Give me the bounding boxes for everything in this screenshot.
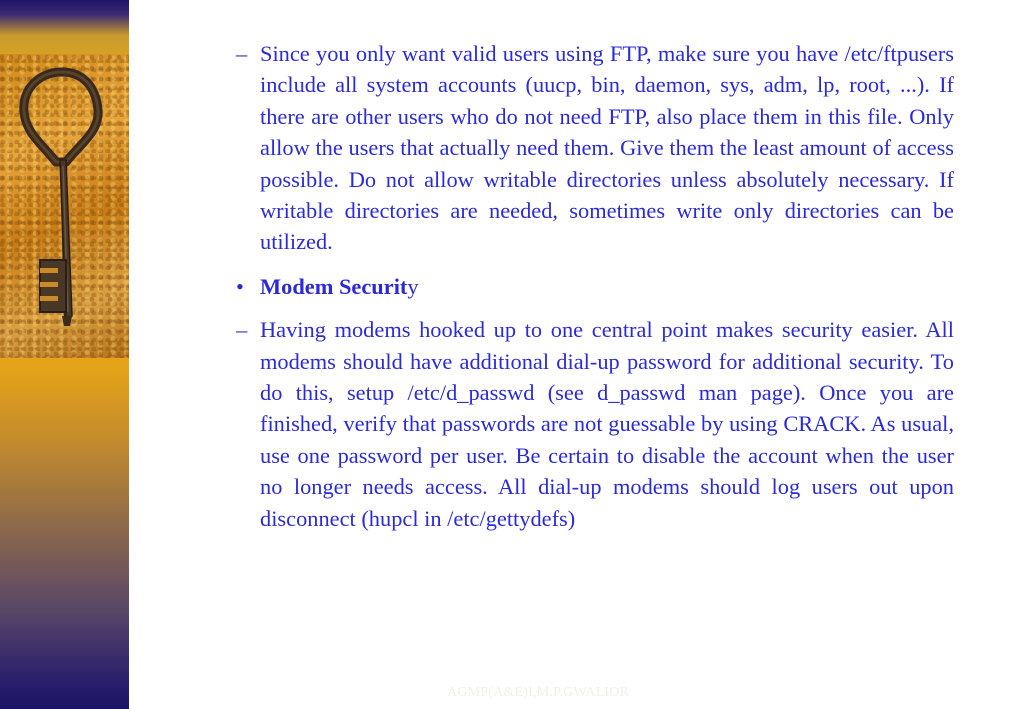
decorative-sidebar (0, 0, 129, 709)
dash-marker: – (236, 41, 248, 66)
key-photo (0, 54, 129, 358)
section-heading-bold: Modem Securit (260, 273, 408, 299)
list-item (236, 314, 954, 534)
list-item (236, 38, 954, 258)
list-item (236, 271, 954, 302)
footer-text: AGMP(A&E)I,M.P.GWALIOR (447, 685, 630, 700)
ftp-paragraph: Since you only want valid users using FTP, make sure you have /etc/ftpusers include all system accounts (uucp, bin, daemon, sys, adm, lp, root, ...). If there are other users who do not need FTP, also place them in this file. Only allow the users that actually need them. Give them the least amount of access possible. Do not allow writable directories unless absolutely necessary. If writable directories are needed, sometimes write only directories can be utilized. (260, 41, 954, 255)
modem-paragraph: Having modems hooked up to one central point makes security easier. All modems should have additional dial-up password for additional security. To do this, setup /etc/d_passwd (see d_passwd man page). Once you are finished, verify that passwords are not guessable by using CRACK. As usual, use one password per user. Be certain to disable the account when the user no longer needs access. All dial-up modems should log users out upon disconnect (hupcl in /etc/gettydefs) (260, 317, 954, 531)
slide-content (236, 38, 954, 547)
dash-marker: – (236, 317, 248, 343)
bullet-marker: • (236, 273, 244, 299)
key-icon (0, 54, 129, 358)
section-heading-tail: y (407, 273, 419, 299)
